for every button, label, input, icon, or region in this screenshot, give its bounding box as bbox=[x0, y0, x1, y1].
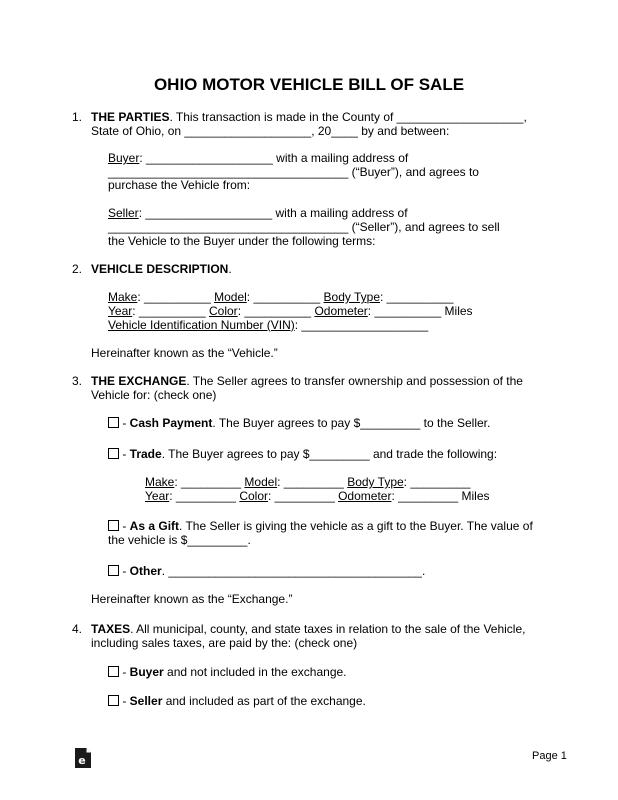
option-other[interactable]: - Other. ______________________________________. bbox=[108, 565, 425, 577]
seller-line-2: ____________________________________ (“Seller”), and agrees to sell bbox=[108, 220, 500, 234]
section-number: 3. bbox=[72, 374, 83, 388]
checkbox-icon[interactable] bbox=[108, 666, 119, 677]
taxes-line-2: including sales taxes, are paid by the: (check one) bbox=[91, 636, 358, 650]
checkbox-icon[interactable] bbox=[108, 417, 119, 428]
buyer-line-2: ____________________________________ (“Buyer”), and agrees to bbox=[108, 165, 479, 179]
trade-row-1: Make: _________ Model: _________ Body Type: _________ bbox=[145, 475, 471, 489]
section-number: 1. bbox=[72, 110, 83, 124]
exchange-line-2: Vehicle for: (check one) bbox=[91, 388, 217, 402]
seller-label: Seller bbox=[108, 206, 139, 220]
vehicle-heading: VEHICLE DESCRIPTION bbox=[91, 262, 229, 276]
exchange-hereinafter: Hereinafter known as the “Exchange.” bbox=[91, 592, 293, 606]
taxes-heading: TAXES bbox=[91, 622, 131, 636]
checkbox-icon[interactable] bbox=[108, 520, 119, 531]
section-number: 4. bbox=[72, 622, 83, 636]
vehicle-hereinafter: Hereinafter known as the “Vehicle.” bbox=[91, 346, 278, 360]
option-taxes-buyer[interactable]: - Buyer and not included in the exchange. bbox=[108, 666, 347, 678]
page-number: Page 1 bbox=[532, 750, 567, 762]
vehicle-row-2: Year: __________ Color: __________ Odometer: __________ Miles bbox=[108, 304, 473, 318]
buyer-label: Buyer bbox=[108, 151, 140, 165]
exchange-line-1: THE EXCHANGE. The Seller agrees to transfer ownership and possession of the bbox=[91, 374, 523, 388]
option-taxes-seller[interactable]: - Seller and included as part of the exchange. bbox=[108, 695, 366, 707]
checkbox-icon[interactable] bbox=[108, 695, 119, 706]
vehicle-row-1: Make: __________ Model: __________ Body Type: __________ bbox=[108, 290, 454, 304]
checkbox-icon[interactable] bbox=[108, 565, 119, 576]
document-title: OHIO MOTOR VEHICLE BILL OF SALE bbox=[153, 75, 465, 94]
seller-line-3: the Vehicle to the Buyer under the following terms: bbox=[108, 234, 376, 248]
gift-line-2: the vehicle is $_________. bbox=[108, 533, 251, 547]
option-trade[interactable]: - Trade. The Buyer agrees to pay $_________ and trade the following: bbox=[108, 448, 497, 460]
option-cash-payment[interactable]: - Cash Payment. The Buyer agrees to pay $_________ to the Seller. bbox=[108, 417, 490, 429]
checkbox-icon[interactable] bbox=[108, 448, 119, 459]
option-gift[interactable]: - As a Gift. The Seller is giving the vehicle as a gift to the Buyer. The value of bbox=[108, 520, 533, 532]
vehicle-row-3: Vehicle Identification Number (VIN): ___________________ bbox=[108, 318, 429, 332]
trade-row-2: Year: _________ Color: _________ Odometer: _________ Miles bbox=[145, 489, 490, 503]
parties-line-2: State of Ohio, on ___________________, 20____ by and between: bbox=[91, 124, 450, 138]
buyer-line-3: purchase the Vehicle from: bbox=[108, 178, 251, 192]
exchange-heading: THE EXCHANGE bbox=[91, 374, 187, 388]
vehicle-heading-line: VEHICLE DESCRIPTION. bbox=[91, 262, 232, 276]
section-number: 2. bbox=[72, 262, 83, 276]
buyer-line-1: Buyer: ___________________ with a mailing address of bbox=[108, 151, 409, 165]
parties-heading: THE PARTIES bbox=[91, 110, 170, 124]
svg-text:e: e bbox=[78, 754, 86, 767]
parties-line-1: THE PARTIES. This transaction is made in the County of ___________________, bbox=[91, 110, 527, 124]
taxes-line-1: TAXES. All municipal, county, and state taxes in relation to the sale of the Vehicle, bbox=[91, 622, 526, 636]
seller-line-1: Seller: ___________________ with a mailing address of bbox=[108, 206, 408, 220]
eforms-logo-icon bbox=[74, 747, 92, 769]
